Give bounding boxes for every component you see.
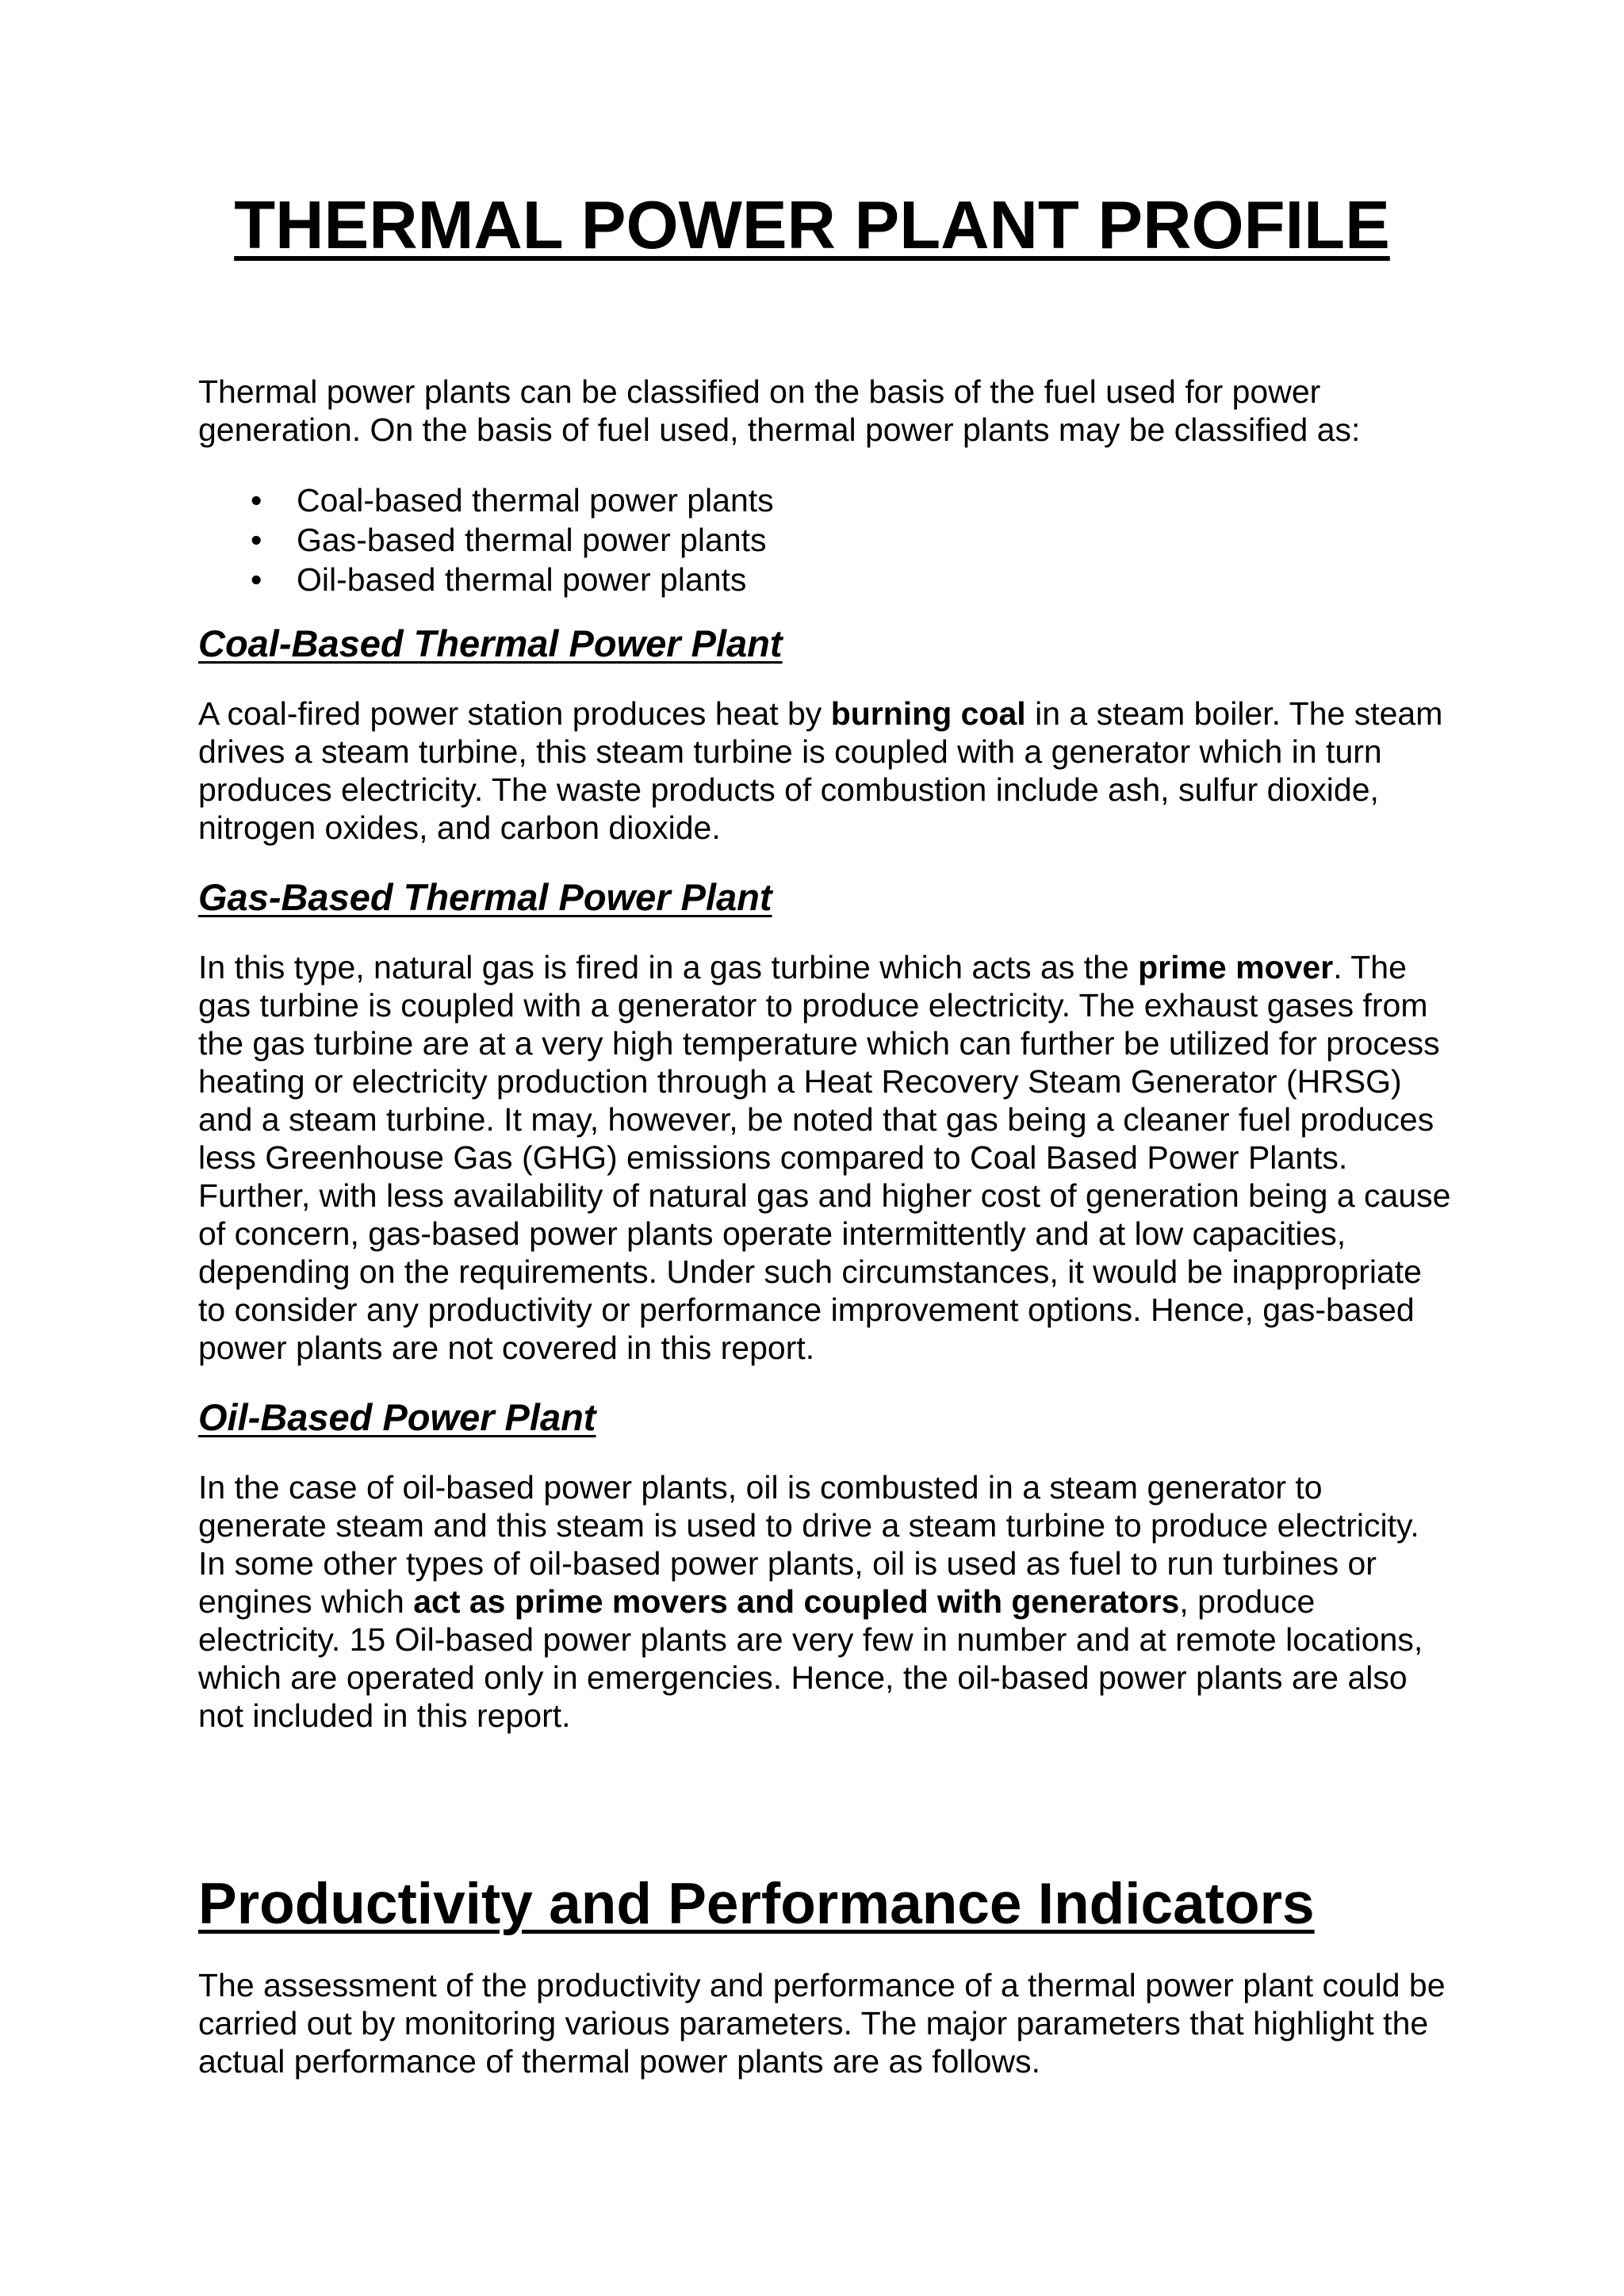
indicators-paragraph: The assessment of the productivity and performance of a thermal power plant could be carried out by monitoring various parameters. The major parameters that highlight the actual performance of thermal power plants are as follows.: [198, 1967, 1446, 2080]
section-paragraph-coal: [198, 695, 1451, 847]
section-heading-coal: Coal-Based Thermal Power Plant: [198, 622, 783, 664]
list-item: [198, 560, 1451, 599]
list-item-label: Coal-based thermal power plants: [297, 482, 774, 519]
bullet-icon: •: [251, 522, 262, 558]
section-heading-oil: Oil-Based Power Plant: [198, 1396, 596, 1438]
paragraph-text: In the case of oil-based power plants, oil is combusted in a steam generator to generate steam and this steam is used to drive a steam turbine to produce electricity. In some other types of oil-based power plants, oil is used as fuel to run turbines or engines which: [198, 1469, 1419, 1620]
paragraph-text: in a steam boiler. The steam drives a steam turbine, this steam turbine is coupled with a generator which in turn produces electricity. The waste products of combustion include ash, sulfur dioxide, nitrogen oxides, and carbon dioxide.: [198, 695, 1443, 846]
emphasis-text: act as prime movers and coupled with generators: [413, 1583, 1180, 1620]
section-paragraph-gas: [198, 948, 1451, 1367]
emphasis-text: prime mover: [1138, 949, 1334, 985]
section-heading-gas: Gas-Based Thermal Power Plant: [198, 876, 772, 918]
paragraph-text: In this type, natural gas is fired in a gas turbine which acts as the: [198, 949, 1139, 985]
document-body: [198, 373, 1451, 1735]
paragraph-text: A coal-fired power station produces heat by: [198, 695, 831, 732]
list-item: [198, 480, 1451, 520]
bullet-icon: •: [251, 482, 262, 519]
bullet-icon: •: [251, 561, 262, 598]
document-title: THERMAL POWER PLANT PROFILE: [234, 188, 1390, 263]
indicators-section: [198, 1966, 1451, 2080]
indicators-heading: Productivity and Performance Indicators: [198, 1872, 1315, 1936]
intro-paragraph: Thermal power plants can be classified on the basis of the fuel used for power generation. On the basis of fuel used, thermal power plants may be classified as:: [198, 373, 1361, 448]
section-paragraph-oil: [198, 1468, 1451, 1735]
paragraph-text: . The gas turbine is coupled with a generator to produce electricity. The exhaust gases from the gas turbine are at a very high temperature which can further be utilized for process heating or electricity production through a Heat Recovery Steam Generator (HRSG) and a steam turbine. It may, however, be noted that gas being a cleaner fuel produces less Greenhouse Gas (GHG) emissions compared to Coal Based Power Plants. Further, with less availability of natural gas and higher cost of generation being a cause of concern, gas-based power plants operate intermittently and at low capacities, depending on the requirements. Under such circumstances, it would be inappropriate to consider any productivity or performance improvement options. Hence, gas-based power plants are not covered in this report.: [198, 949, 1451, 1366]
list-item-label: Oil-based thermal power plants: [297, 561, 747, 598]
fuel-type-list: [198, 480, 1451, 599]
emphasis-text: burning coal: [830, 695, 1026, 732]
paragraph-text: , produce electricity. 15 Oil-based power plants are very few in number and at remote locations, which are operated only in emergencies. Hence, the oil-based power plants are also not included in this report.: [198, 1583, 1423, 1734]
list-item-label: Gas-based thermal power plants: [297, 522, 767, 558]
list-item: [198, 520, 1451, 560]
